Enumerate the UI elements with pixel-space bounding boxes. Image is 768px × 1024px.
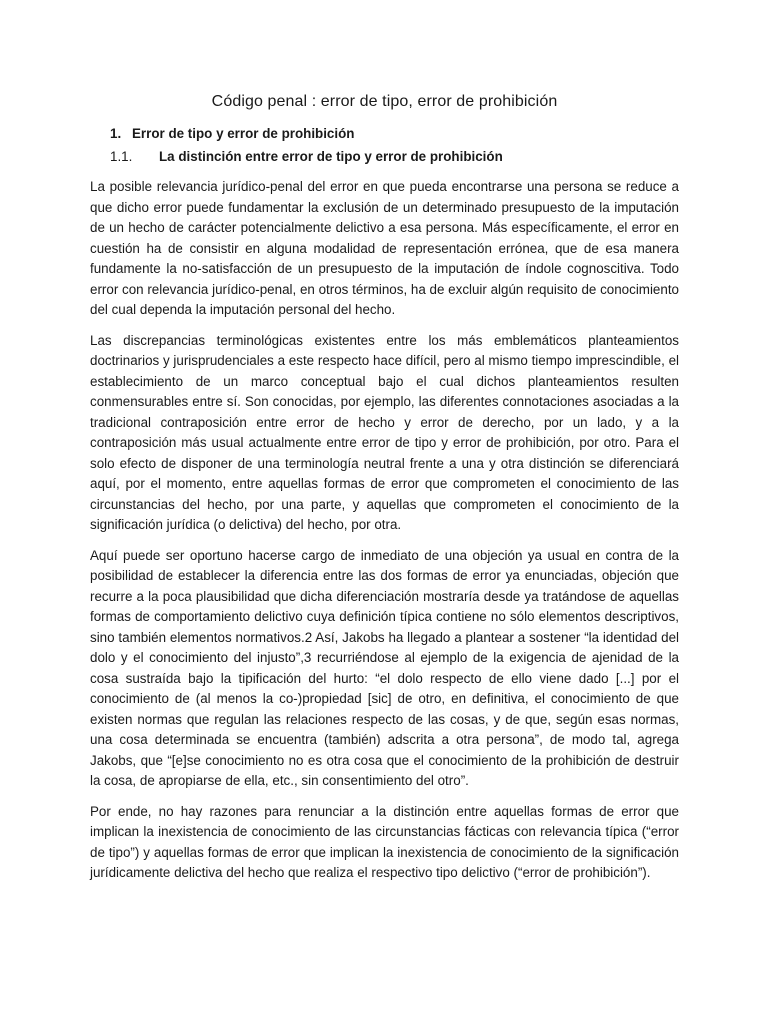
body-paragraph: Las discrepancias terminológicas existentes entre los más emblemáticos planteamientos doctrinarios y jurisprudenciales a este respecto hace difícil, pero al mismo tiempo imprescindible, el establecimiento de un marco conceptual bajo el cual dichos planteamientos resulten conmensurables entre sí. Son conocidas, por ejemplo, las diferentes connotaciones asociadas a la tradicional contraposición entre error de hecho y error de derecho, por un lado, y a la contraposición más usual actualmente entre error de tipo y error de prohibición, por otro. Para el solo efecto de disponer de una terminología neutral frente a una y otra distinción se diferenciará aquí, por el momento, entre aquellas formas de error que comprometen el conocimiento de las circunstancias del hecho, por una parte, y aquellas que comprometen el conocimiento de la significación jurídica (o delictiva) del hecho, por otra. (90, 332, 679, 532)
section-title: Error de tipo y error de prohibición (132, 126, 355, 141)
body-paragraph: Aquí puede ser oportuno hacerse cargo de inmediato de una objeción ya usual en contra de la posibilidad de establecer la diferencia entre las dos formas de error ya enunciadas, objeción que recurre a la poca plausibilidad que dicha diferenciación mostraría desde ya tratándose de aquellas formas de comportamiento delictivo cuya definición típica contiene no sólo elementos descriptivos, sino también elementos normativos.2 Así, Jakobs ha llegado a plantear a sostener “la identidad del dolo y el conocimiento del injusto”,3 recurriéndose al ejemplo de la exigencia de ajenidad de la cosa sustraída bajo la tipificación del hurto: “el dolo respecto de ello viene dado [...] por el conocimiento de (al menos la co-)propiedad [sic] de otro, en definitiva, el conocimiento de que existen normas que regulan las relaciones respecto de las cosas, y de que, según esas normas, una cosa determinada se encuentra (también) adscrita a otra persona”, de modo tal, agrega Jakobs, que “[e]se conocimiento no es otra cosa que el conocimiento de la prohibición de destruir la cosa, de apropiarse de ella, etc., sin consentimiento del otro”. (90, 547, 679, 788)
body-paragraph: La posible relevancia jurídico-penal del error en que pueda encontrarse una persona se reduce a que dicho error puede fundamentar la exclusión de un determinado presupuesto de la imputación de un hecho de carácter potencialmente delictivo a esa persona. Más específicamente, el error en cuestión ha de consistir en alguna modalidad de representación errónea, que de esa manera fundamente la no-satisfacción de un presupuesto de la imputación de índole cognoscitiva. Todo error con relevancia jurídico-penal, en otros términos, ha de excluir algún requisito de conocimiento del cual dependa la imputación personal del hecho. (90, 179, 679, 317)
section-number: 1. (110, 126, 122, 141)
document-title: Código penal : error de tipo, error de prohibición (211, 93, 558, 110)
subsection-heading (110, 148, 679, 166)
section-heading (110, 125, 679, 143)
subsection-number: 1.1. (110, 149, 133, 164)
body-paragraph: Por ende, no hay razones para renunciar a la distinción entre aquellas formas de error que implican la inexistencia de conocimiento de las circunstancias fácticas con relevancia típica (“error de tipo”) y aquellas formas de error que implican la inexistencia de conocimiento de la significación jurídicamente delictiva del hecho que realiza el respectivo tipo delictivo (“error de prohibición”). (90, 803, 679, 880)
subsection-title: La distinción entre error de tipo y error de prohibición (159, 149, 503, 164)
